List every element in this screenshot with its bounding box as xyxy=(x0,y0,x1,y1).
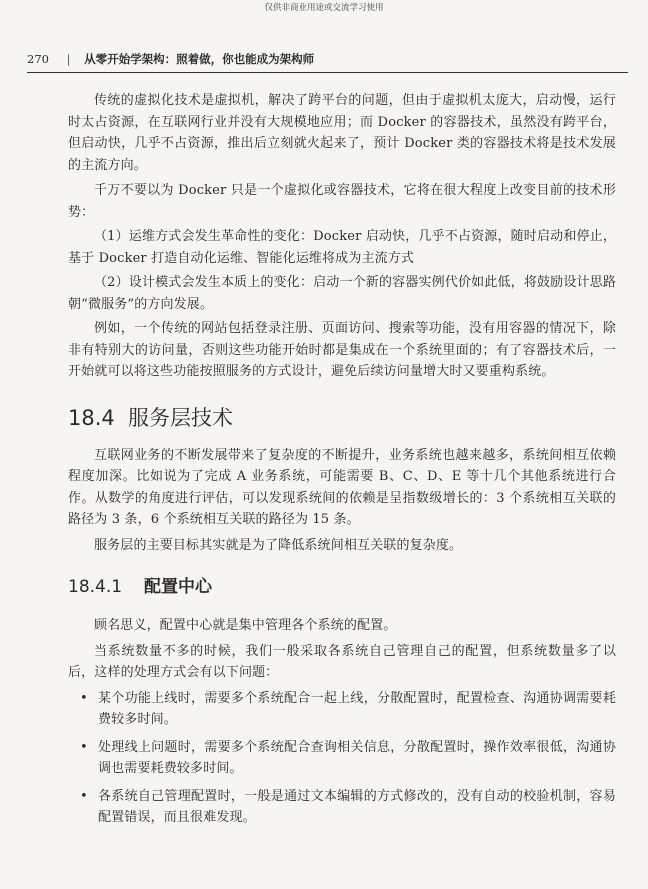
book-title: 从零开始学架构：照着做，你也能成为架构师 xyxy=(84,52,315,66)
list-item-text: 某个功能上线时，需要多个系统配合一起上线，分散配置时，配置检查、沟通协调需要耗费较多时间。 xyxy=(98,690,616,727)
list-item xyxy=(68,688,616,731)
watermark-text: 仅供非商业用途或交流学习使用 xyxy=(264,3,384,13)
bullet-icon: • xyxy=(80,788,88,804)
paragraph-design-change: （2）设计模式会发生本质上的变化：启动一个新的容器实例代价如此低，将鼓励设计思路朝“微服务”的方向发展。 xyxy=(68,275,616,312)
page-body xyxy=(68,90,616,835)
list-item xyxy=(68,786,616,829)
paragraph-example: 例如，一个传统的网站包括登录注册、页面访问、搜索等功能，没有用容器的情况下，除非有特别大的访问量，否则这些功能开始时都是集成在一个系统里面的；有了容器技术后，一开始就可以将这些功能按照服务的方式设计，避免后续访问量增大时又要重构系统。 xyxy=(68,321,616,379)
running-header xyxy=(27,51,627,71)
section-number: 18.4 xyxy=(68,405,115,430)
page-number: 270 xyxy=(27,52,49,66)
subsection-heading xyxy=(68,574,616,600)
list-item-text: 各系统自己管理配置时，一般是通过文本编辑的方式修改的，没有自动的校验机制，容易配置错误，而且很难发现。 xyxy=(98,788,616,825)
list-item-text: 处理线上问题时，需要多个系统配合查询相关信息，分散配置时，操作效率很低，沟通协调也需要耗费较多时间。 xyxy=(98,739,616,776)
section-heading xyxy=(68,403,616,433)
problem-list xyxy=(68,688,616,829)
bullet-icon: • xyxy=(80,739,88,755)
paragraph-virtualization: 传统的虚拟化技术是虚拟机，解决了跨平台的问题，但由于虚拟机太庞大，启动慢，运行时太占资源，在互联网行业并没有大规模地应用；而 Docker 的容器技术，虽然没有跨平台，但启动快，几乎不占资源，推出后立刻就火起来了，预计 Docker 类的容器技术将是技术发展的主流方向。 xyxy=(68,93,616,173)
list-item xyxy=(68,737,616,780)
subsection-title: 配置中心 xyxy=(144,577,212,597)
header-rule xyxy=(27,72,628,73)
paragraph-service-goal: 服务层的主要目标其实就是为了降低系统间相互关联的复杂度。 xyxy=(94,537,463,553)
section-title: 服务层技术 xyxy=(128,405,233,430)
paragraph-ops-change: （1）运维方式会发生革命性的变化：Docker 启动快，几乎不占资源，随时启动和停止，基于 Docker 打造自动化运维、智能化运维将成为主流方式 xyxy=(68,229,616,266)
bullet-icon: • xyxy=(80,690,88,706)
paragraph-config-problems: 当系统数量不多的时候，我们一般采取各系统自己管理自己的配置，但系统数量多了以后，这样的处理方式会有以下问题： xyxy=(68,643,616,680)
header-separator: | xyxy=(66,52,71,66)
paragraph-docker-impact: 千万不要以为 Docker 只是一个虚拟化或容器技术，它将在很大程度上改变目前的技术形势： xyxy=(68,183,616,220)
paragraph-config-definition: 顾名思义，配置中心就是集中管理各个系统的配置。 xyxy=(94,618,397,633)
paragraph-service-complexity: 互联网业务的不断发展带来了复杂度的不断提升，业务系统也越来越多，系统间相互依赖程度加深。比如说为了完成 A 业务系统，可能需要 B、C、D、E 等十几个其他系统进行合作。从数学的角度进行评估，可以发现系统间的依赖是呈指数级增长的：3 个系统相互关联的路径为 3 条，6 个系统相互关联的路径为 15 条。 xyxy=(68,447,616,527)
subsection-number: 18.4.1 xyxy=(68,577,123,597)
